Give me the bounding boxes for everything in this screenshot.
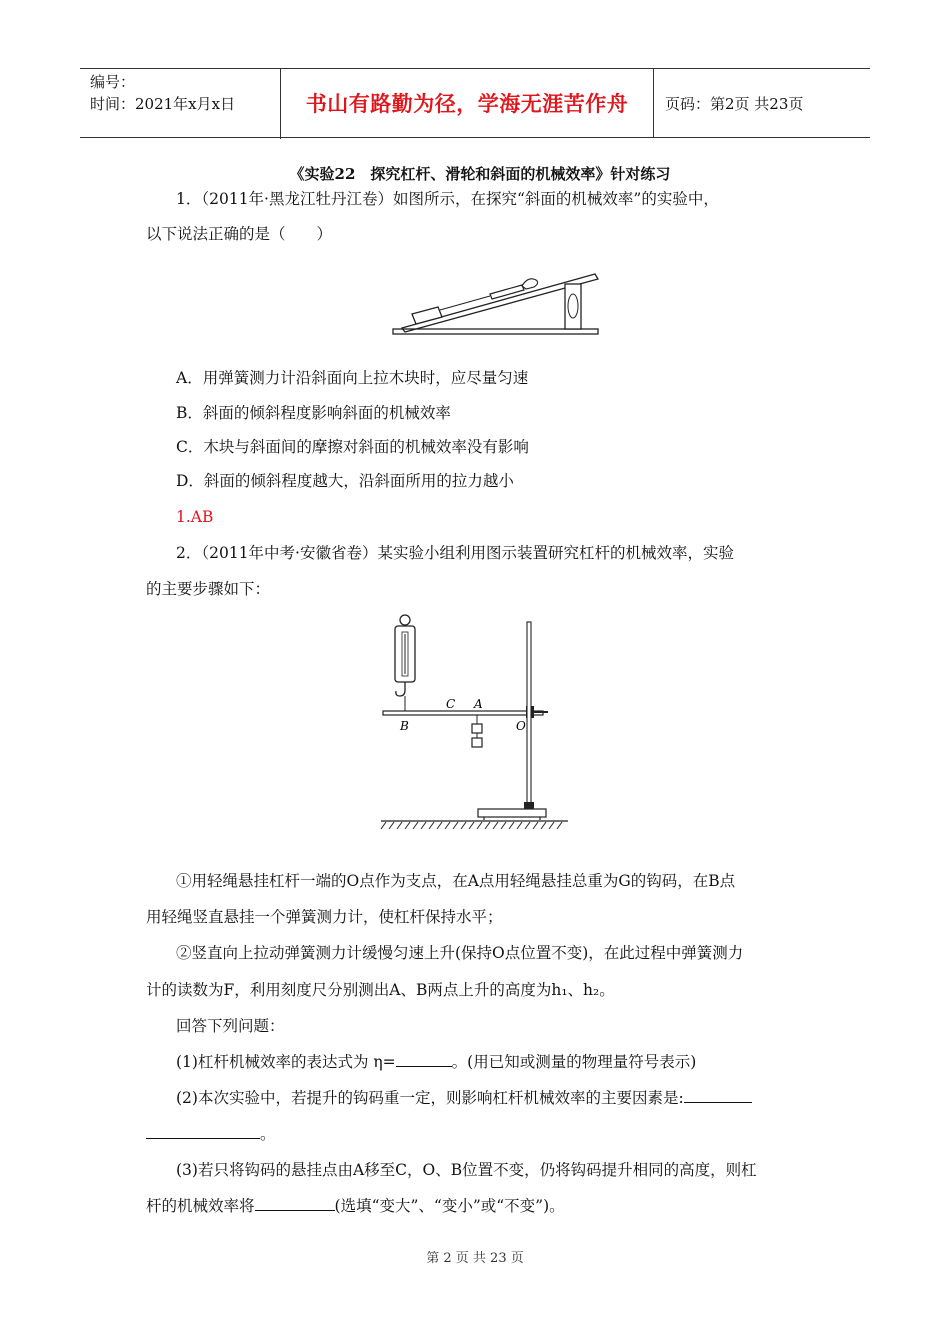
time-label: 时间：2021年x月x日 <box>90 95 236 113</box>
spring-scale <box>490 285 524 299</box>
q1-option-d: D．斜面的倾斜程度越大，沿斜面所用的拉力越小 <box>176 472 514 490</box>
sub1-blank <box>396 1052 452 1067</box>
weight-lower <box>472 738 482 747</box>
lever-figure <box>378 610 573 832</box>
page-info: 页码：第2页 共23页 <box>665 94 804 113</box>
q2-sub2-end: 。 <box>260 1125 276 1143</box>
sub2-blank-a <box>684 1088 752 1103</box>
q2-sub1 <box>176 1050 696 1074</box>
label-a: A <box>474 697 483 711</box>
q2-answer-prompt: 回答下列问题： <box>176 1017 285 1035</box>
header-table <box>80 68 870 138</box>
q2-stem-line1: 2．（2011年中考·安徽省卷）某实验小组利用图示装置研究杠杆的机械效率，实验 <box>176 544 734 562</box>
stand-base <box>478 809 546 817</box>
q1-stem-line1: 1．（2011年·黑龙江牡丹江卷）如图所示，在探究“斜面的机械效率”的实验中， <box>176 190 719 208</box>
label-c: C <box>446 697 456 711</box>
number-label: 编号： <box>90 73 136 91</box>
sub2-blank-b <box>146 1124 260 1139</box>
q1-option-b: B．斜面的倾斜程度影响斜面的机械效率 <box>176 404 451 422</box>
pull-string <box>440 296 490 310</box>
q2-step1-line1: ①用轻绳悬挂杠杆一端的O点作为支点，在A点用轻绳悬挂总重为G的钩码，在B点 <box>176 872 736 890</box>
q2-step1-line2: 用轻绳竖直悬挂一个弹簧测力计，使杠杆保持水平； <box>146 908 503 926</box>
q2-sub1-post: 。(用已知或测量的物理量符号表示) <box>451 1053 697 1071</box>
q2-sub3-post: (选填“变大”、“变小”或“不变”)。 <box>334 1197 565 1215</box>
q1-stem-line2: 以下说法正确的是（ ） <box>146 225 333 243</box>
q2-step2-line2: 计的读数为F，利用刻度尺分别测出A、B两点上升的高度为h₁、h₂。 <box>146 981 615 999</box>
q2-stem-line2: 的主要步骤如下： <box>146 580 271 598</box>
q2-sub1-pre: (1)杠杆机械效率的表达式为 η= <box>176 1053 396 1071</box>
support-block <box>565 284 581 329</box>
label-o: O <box>516 719 526 733</box>
wooden-block <box>412 307 442 324</box>
q2-sub3-pre: 杆的机械效率将 <box>146 1197 255 1215</box>
q2-sub2 <box>176 1086 752 1110</box>
q2-sub2-line1: (2)本次实验中，若提升的钩码重一定，则影响杠杆机械效率的主要因素是: <box>176 1089 684 1107</box>
motto: 书山有路勤为径，学海无涯苦作舟 <box>281 69 654 137</box>
q1-option-c: C．木块与斜面间的摩擦对斜面的机械效率没有影响 <box>176 438 529 456</box>
page-footer: 第 2 页 共 23 页 <box>426 1251 524 1266</box>
weight-upper <box>472 724 482 733</box>
sub3-blank <box>255 1196 335 1211</box>
incline-figure <box>390 268 605 340</box>
page-title: 《实验22 探究杠杆、滑轮和斜面的机械效率》针对练习 <box>289 165 671 183</box>
q2-step2-line1: ②竖直向上拉动弹簧测力计缓慢匀速上升(保持O点位置不变)，在此过程中弹簧测力 <box>176 944 744 962</box>
header-left-cell <box>80 69 281 139</box>
q1-option-a: A．用弹簧测力计沿斜面向上拉木块时，应尽量匀速 <box>176 369 529 387</box>
scale-hook <box>396 682 405 696</box>
hand-icon <box>522 279 538 289</box>
incline-base <box>393 329 598 334</box>
q2-sub3-line1: (3)若只将钩码的悬挂点由A移至C，O、B位置不变，仍将钩码提升相同的高度，则杠 <box>176 1161 757 1179</box>
label-b: B <box>400 719 409 733</box>
scale-ring <box>400 615 410 625</box>
ground-hatch <box>381 822 562 829</box>
stand-rod <box>527 622 531 808</box>
q1-answer: 1.AB <box>176 508 214 526</box>
lever-bar <box>383 711 543 715</box>
q2-sub2-cont <box>146 1122 276 1146</box>
q2-sub3-line2 <box>146 1194 565 1218</box>
